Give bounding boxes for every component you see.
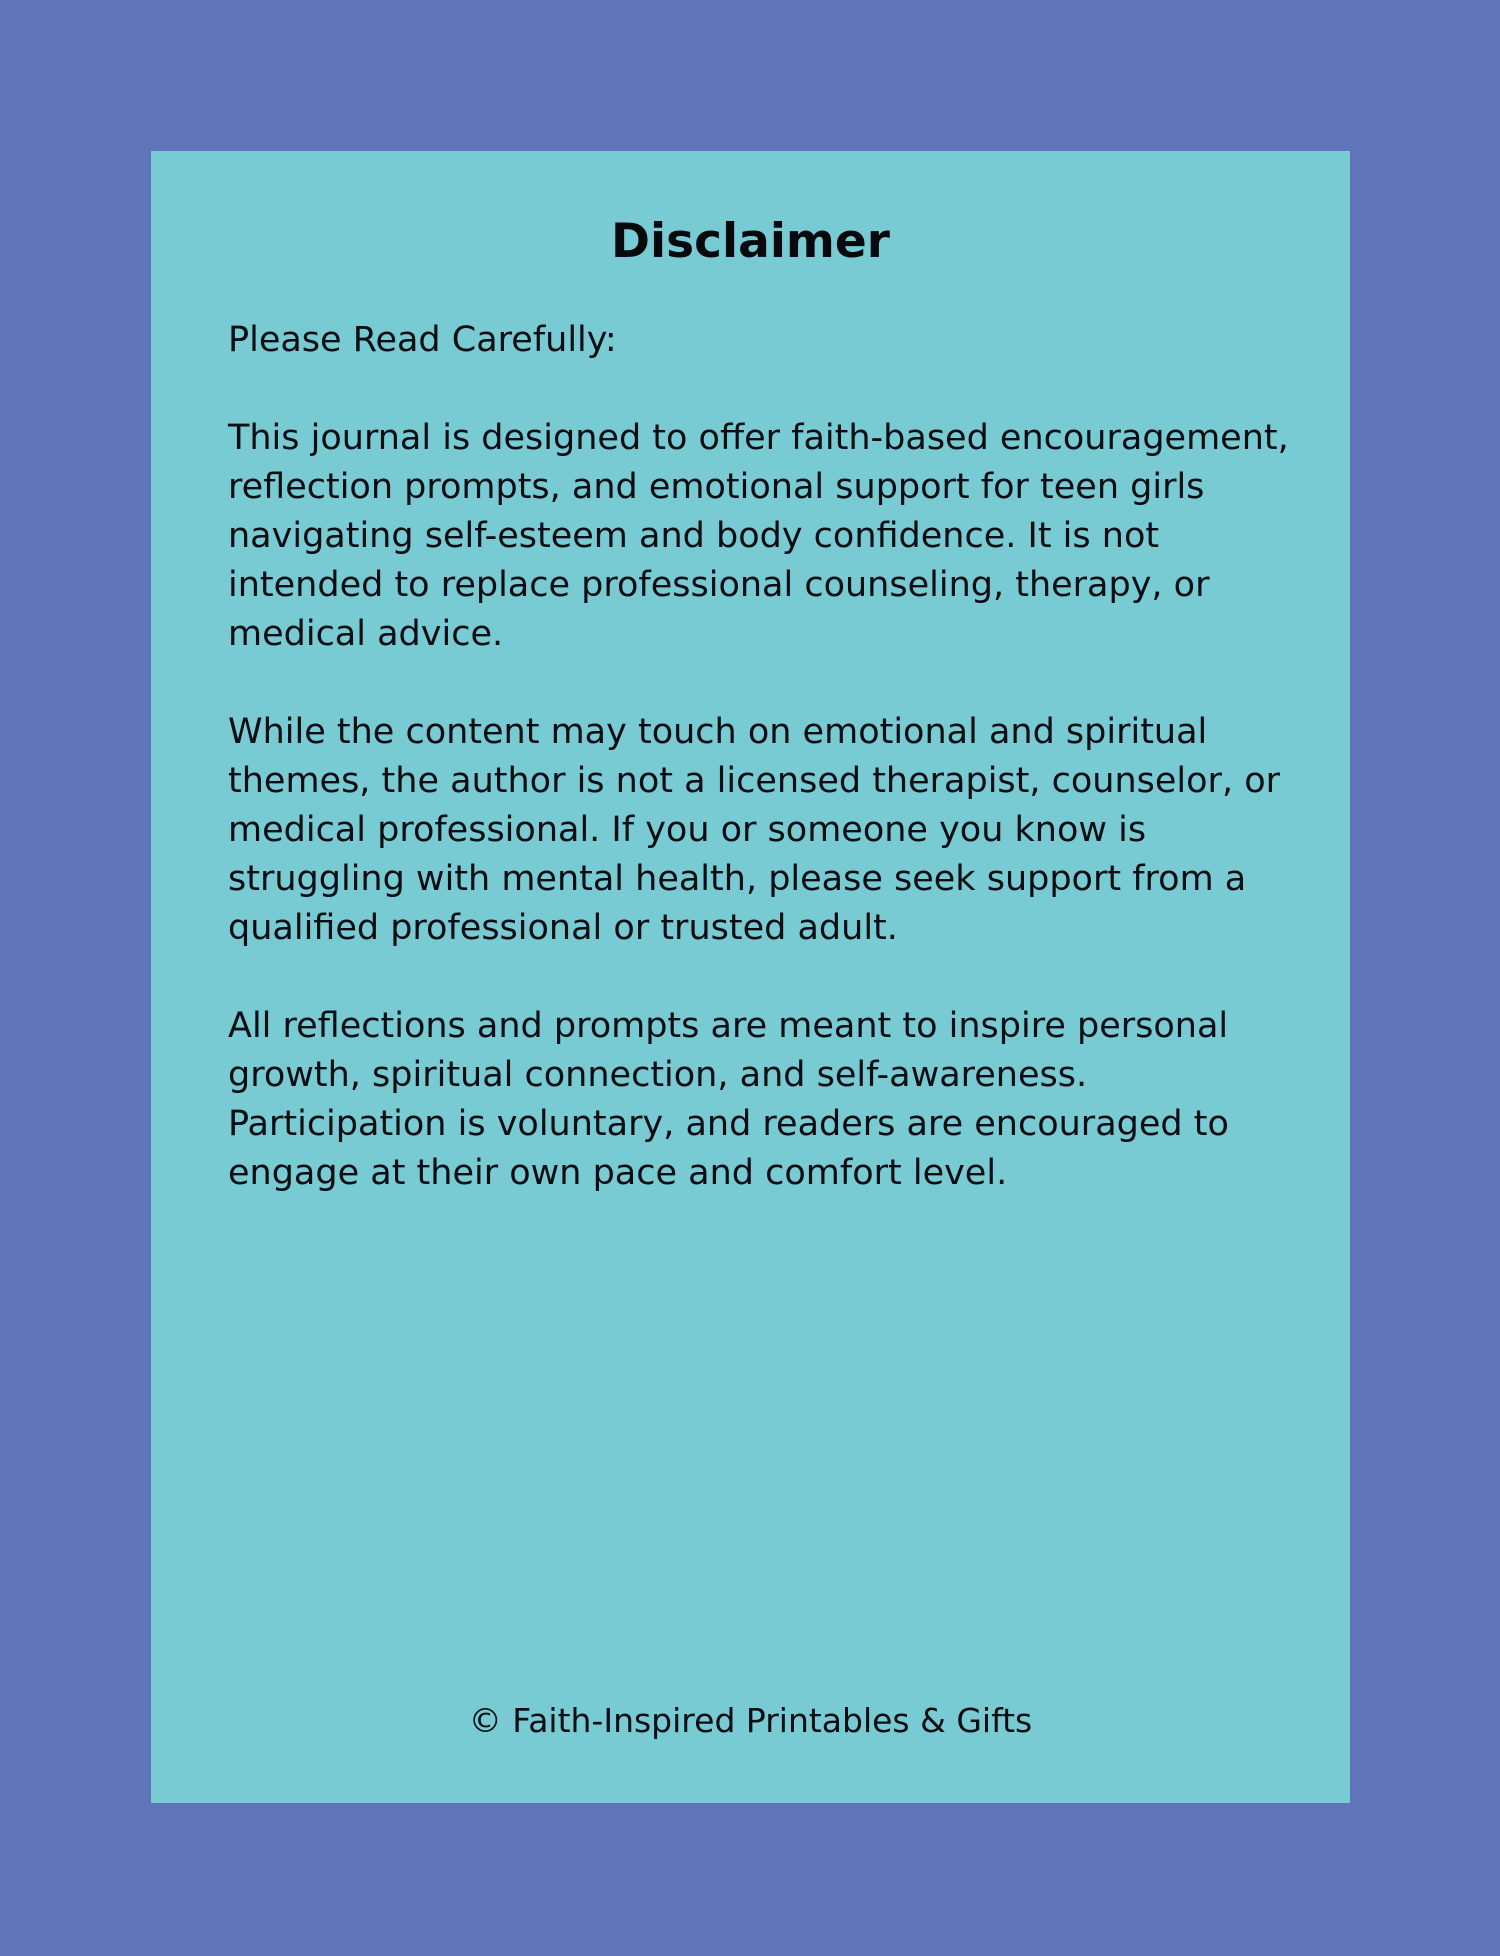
- paragraph-participation: All reflections and prompts are meant to inspire personal growth, spiritual connection, and self-awareness. Participation is voluntary, and readers are encouraged to engage at their own pace and comfort level.: [228, 1006, 1229, 1193]
- intro-label: Please Read Carefully:: [228, 320, 617, 360]
- paragraph-purpose: This journal is designed to offer faith-based encouragement, reflection prompts, and emotional support for teen girls navigating self-esteem and body confidence. It is not intended to replace professional counseling, therapy, or medical advice.: [228, 418, 1289, 654]
- disclaimer-content: [228, 316, 1298, 1247]
- page-title: Disclaimer: [611, 214, 890, 269]
- disclaimer-page: [151, 151, 1350, 1803]
- copyright-footer: © Faith-Inspired Printables & Gifts: [468, 1701, 1033, 1740]
- paragraph-professional-help: While the content may touch on emotional and spiritual themes, the author is not a licensed therapist, counselor, or medical professional. If you or someone you know is struggling with mental health, please seek support from a qualified professional or trusted adult.: [228, 712, 1280, 948]
